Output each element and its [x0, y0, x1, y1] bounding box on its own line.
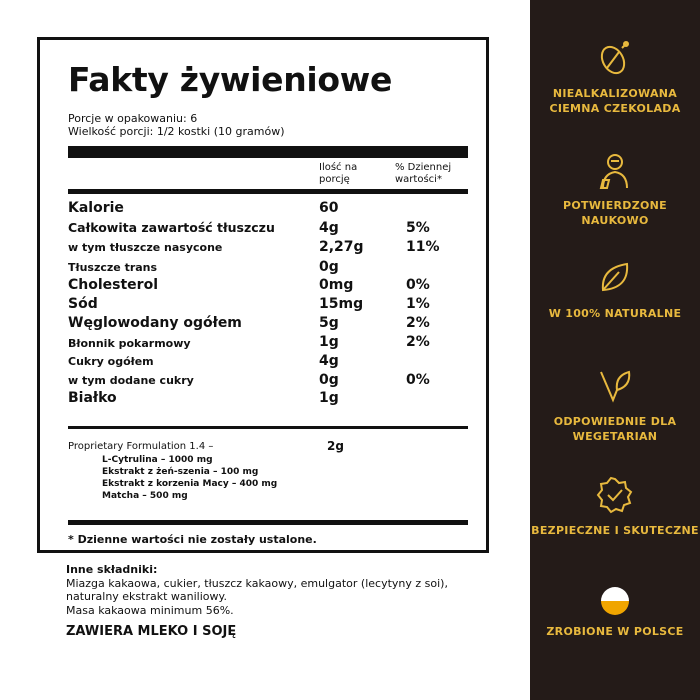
proprietary-item: Matcha – 500 mg: [102, 491, 188, 501]
allergen-warning: ZAWIERA MLEKO I SOJĘ: [66, 624, 237, 639]
feature-non-alkalized: [530, 38, 700, 116]
poland-flag-icon: [600, 586, 630, 616]
feature-natural: [530, 258, 700, 321]
ingredients-block: [66, 563, 476, 617]
protein-divider: [68, 426, 468, 429]
daily-value-column-header: % Dziennej wartości*: [395, 162, 452, 185]
header-divider: [68, 189, 468, 194]
amount-column-header: Ilość na porcję: [319, 162, 358, 185]
proprietary-item: Ekstrakt z żeń-szenia – 100 mg: [102, 467, 259, 477]
nutrition-title: Fakty żywieniowe: [68, 60, 393, 99]
proprietary-formulation-amount: 2g: [327, 439, 344, 453]
proprietary-formulation-label: Proprietary Formulation 1.4 –: [68, 441, 214, 452]
vegetarian-sprout-icon: [595, 366, 635, 406]
ingredients-list: Miazga kakaowa, cukier, tłuszcz kakaowy, emulgator (lecytyny z soi), naturalny ekstrakt waniliowy.: [66, 576, 448, 603]
feature-safe-effective: [530, 475, 700, 538]
proprietary-item: Ekstrakt z korzenia Macy – 400 mg: [102, 479, 278, 489]
feature-scientifically-proven: [530, 150, 700, 228]
ingredients-heading: Inne składniki:: [66, 563, 158, 576]
nutrition-facts-panel: Fakty żywieniowe Porcje w opakowaniu: 6 Wielkość porcji: 1/2 kostki (10 gramów) Ilość na porcję % Dziennej wartości* Kalorie 60 Całkowita zawartość tłuszczu 4g 5% w tym tłuszcze nasycone 2,27g 11% Tłuszcze trans 0g Cholesterol 0mg 0% Sód 15mg 1% Węglowodany ogółem 5g 2% Błonnik pokarmowy 1g 2% Cukry ogółem 4g w tym dodane cukry 0g 0% Białko 1g Proprietary Formulation 1.4 – 2g L-Cytrulina – 1000 mg Ekstrakt z żeń-szenia – 100 mg Ekstrakt z korzenia Macy – 400 mg Matcha – 500 mg * Dzienne wartości nie zostały ustalone.: [37, 37, 489, 553]
feature-label: POTWIERDZONE NAUKOWO: [563, 199, 667, 227]
feature-label: BEZPIECZNE I SKUTECZNE: [531, 524, 699, 537]
cocoa-content: Masa kakaowa minimum 56%.: [66, 603, 234, 617]
servings-per-container: Porcje w opakowaniu: 6: [68, 112, 198, 125]
check-badge-icon: [595, 475, 635, 515]
feature-label: W 100% NATURALNE: [548, 307, 682, 320]
feature-label: ZROBIONE W POLSCE: [546, 625, 684, 638]
leaf-icon: [595, 258, 635, 298]
proprietary-item: L-Cytrulina – 1000 mg: [102, 455, 213, 465]
serving-size: Wielkość porcji: 1/2 kostki (10 gramów): [68, 125, 285, 138]
feature-label: NIEALKALIZOWANA CIEMNA CZEKOLADA: [549, 87, 681, 115]
scientist-icon: [595, 150, 635, 190]
feature-made-in-poland: [530, 586, 700, 639]
thick-divider: [68, 146, 468, 158]
footnote-divider: [68, 520, 468, 525]
cocoa-pod-icon: [595, 38, 635, 78]
feature-label: ODPOWIEDNIE DLA WEGETARIAN: [553, 415, 677, 443]
feature-vegetarian: [530, 366, 700, 444]
features-sidebar: [530, 0, 700, 700]
daily-value-footnote: * Dzienne wartości nie zostały ustalone.: [68, 533, 317, 546]
